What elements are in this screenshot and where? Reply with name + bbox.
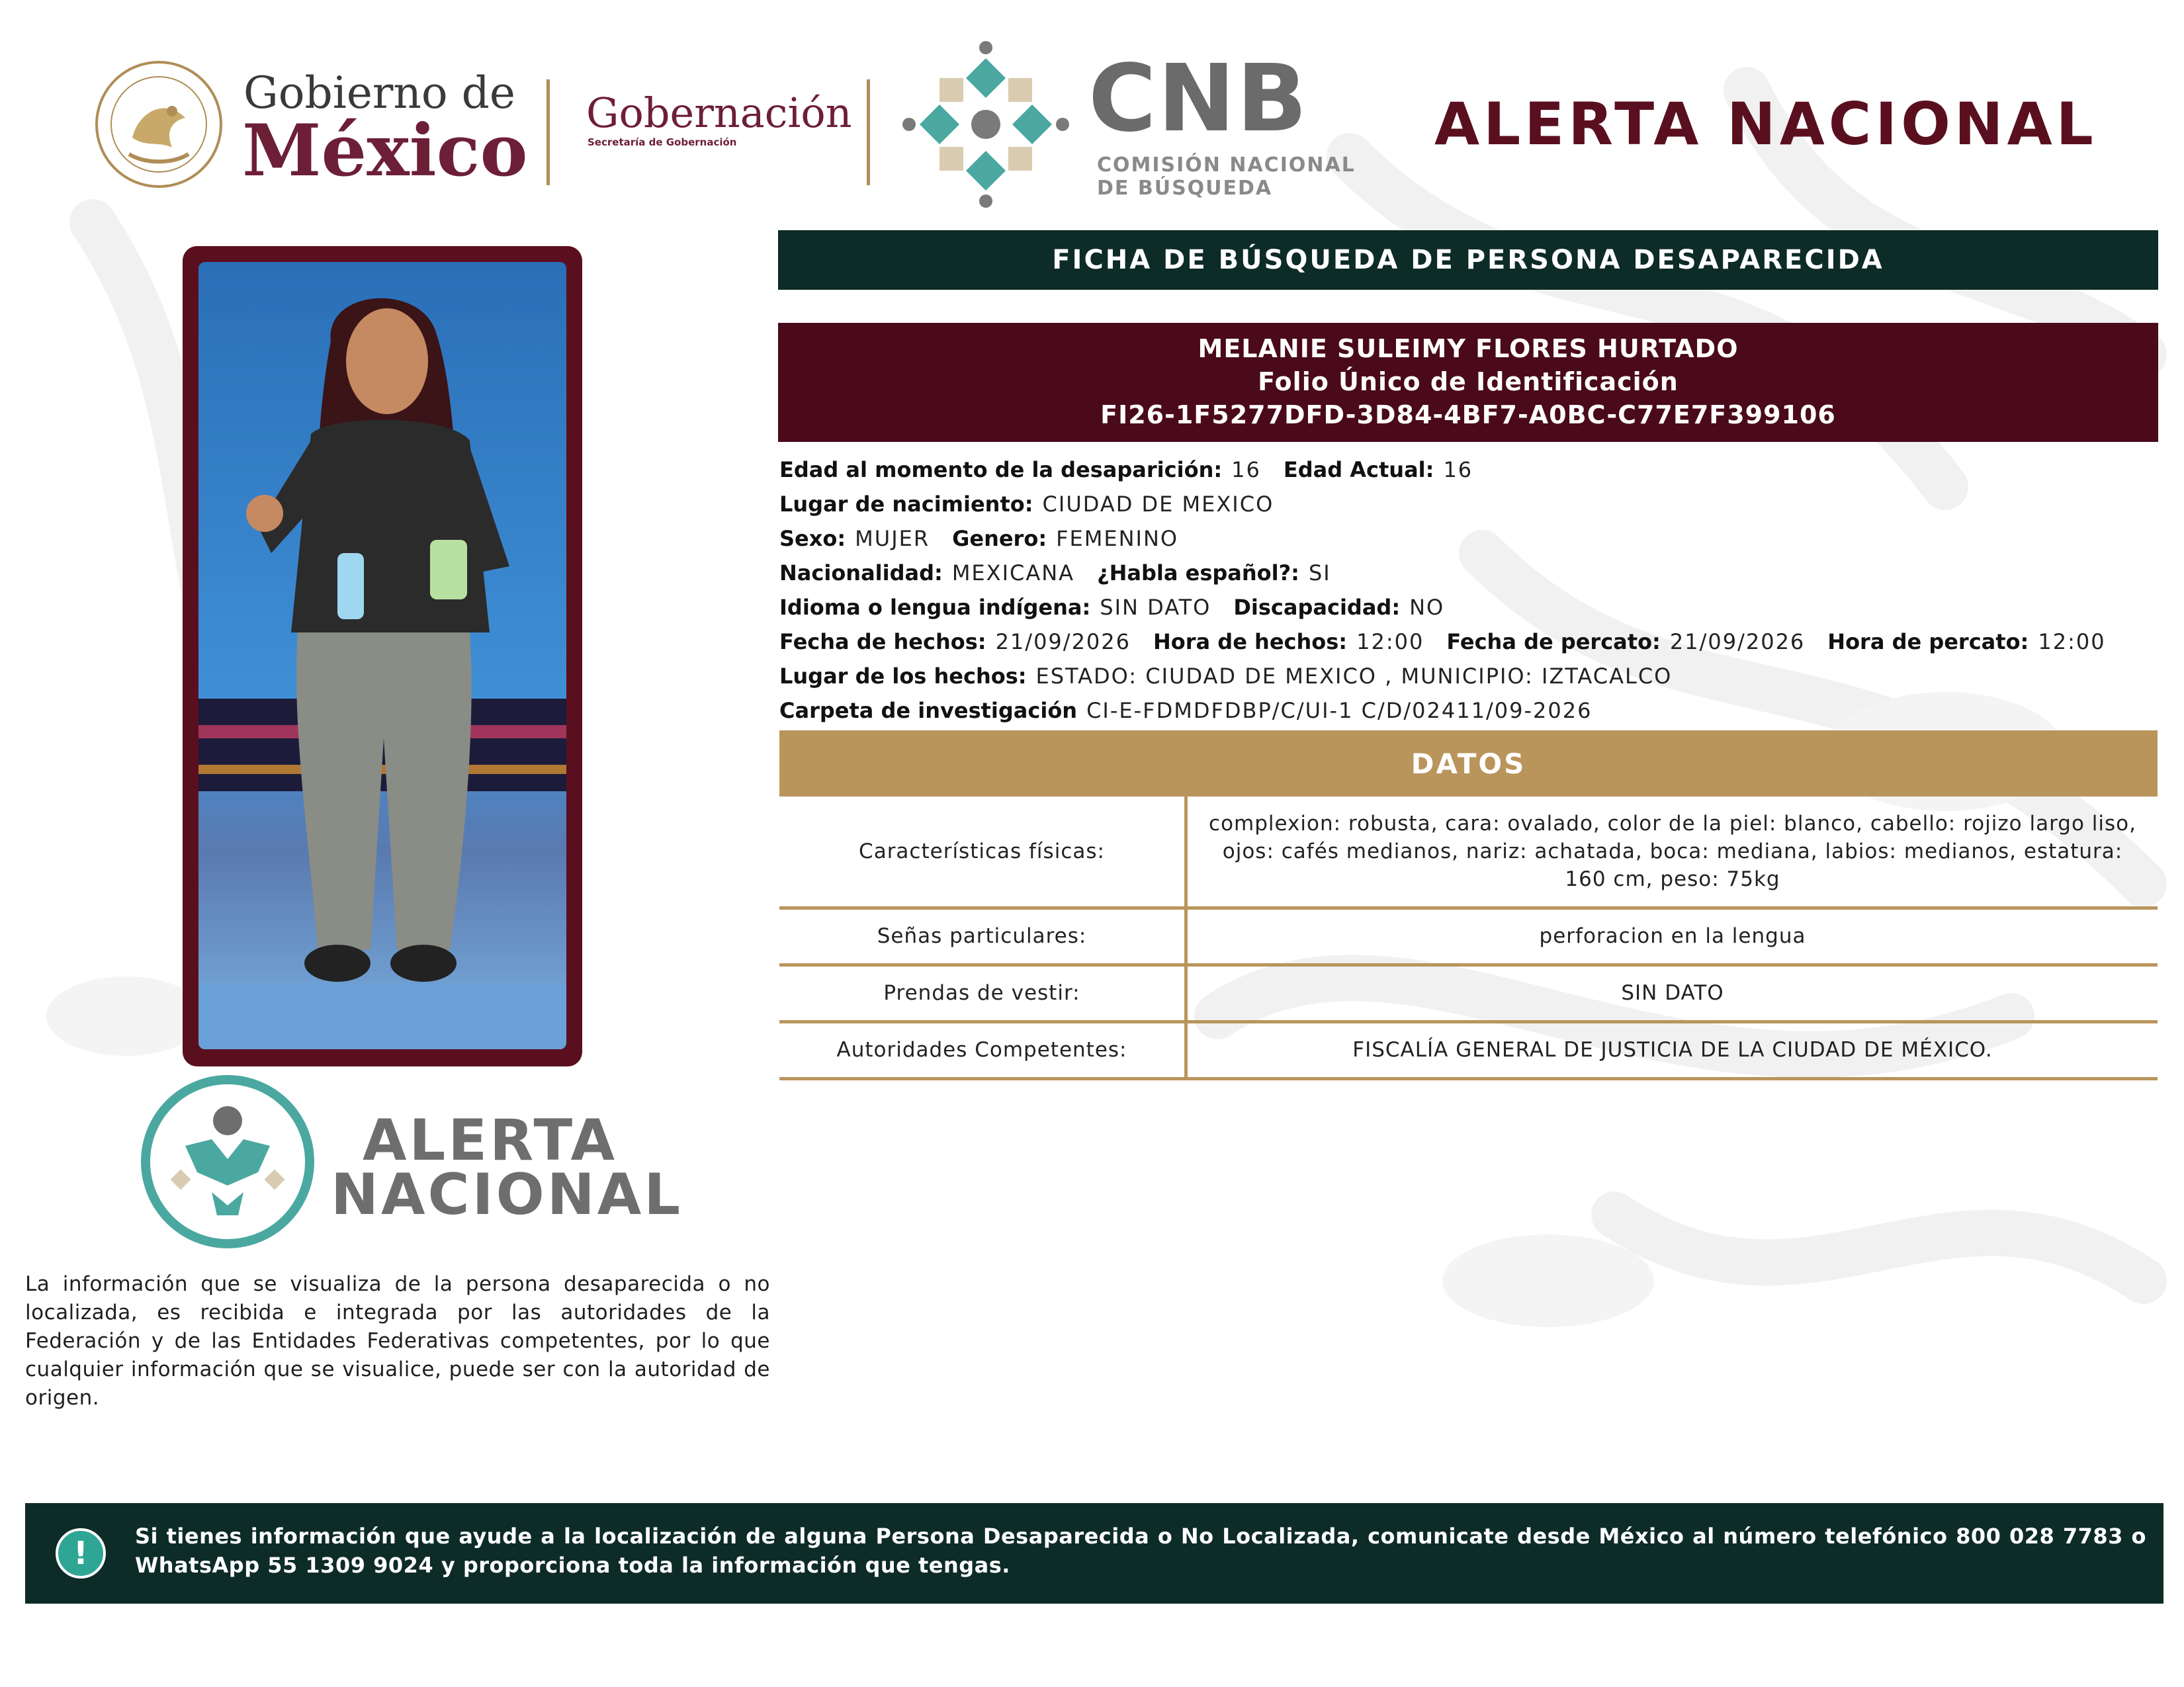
field-value: 21/09/2026 — [1669, 629, 1806, 654]
gobernacion-text: Gobernación — [586, 89, 852, 137]
secretaria-subtitle: Secretaría de Gobernación — [588, 136, 737, 148]
datos-label: Señas particulares: — [779, 908, 1186, 965]
field-value: FEMENINO — [1056, 526, 1179, 551]
field-row-edad — [779, 455, 1495, 484]
field-row-nacimiento — [779, 490, 1296, 519]
alerta-nacional-logo-icon — [139, 1073, 316, 1250]
datos-label: Autoridades Competentes: — [779, 1021, 1186, 1078]
field-value: CIUDAD DE MEXICO — [1042, 492, 1274, 517]
datos-label: Características físicas: — [779, 797, 1186, 908]
person-photo — [198, 262, 566, 1049]
field-row-carpeta — [779, 696, 1614, 725]
cnb-logo-icon — [900, 38, 1072, 210]
field-value: CI-E-FDMDFDBP/C/UI-1 C/D/02411/09-2026 — [1086, 698, 1593, 723]
field-label: Idioma o lengua indígena: — [779, 595, 1091, 620]
gobierno-de-text: Gobierno de — [243, 67, 515, 118]
field-row-fechas — [779, 627, 2128, 656]
folio-value: FI26-1F5277DFD-3D84-4BF7-A0BC-C77E7F399106 — [1100, 400, 1836, 429]
mexico-seal-icon — [93, 58, 225, 191]
field-row-idioma — [779, 593, 1467, 622]
field-value: MEXICANA — [951, 560, 1075, 585]
datos-title: DATOS — [1411, 747, 1526, 780]
table-row — [779, 1021, 2158, 1078]
field-value: NO — [1409, 595, 1445, 620]
ficha-title-bar — [778, 230, 2158, 290]
datos-value: complexion: robusta, cara: ovalado, color de la piel: blanco, cabello: rojizo largo liso, ojos: cafés medianos, nariz: achatada, boca: mediana, labios: medianos, estatura: 160 cm, peso: 75kg — [1186, 797, 2158, 908]
contact-text: Si tienes información que ayude a la localización de alguna Persona Desaparecida o No Localizada, comunicate desde México al número telefónico 800 028 7783 o WhatsApp 55 1309 9024 y proporciona toda la información que tengas. — [135, 1524, 2146, 1578]
datos-table — [779, 797, 2158, 1080]
field-value: ESTADO: CIUDAD DE MEXICO , MUNICIPIO: IZTACALCO — [1035, 664, 1673, 689]
field-label: Lugar de nacimiento: — [779, 492, 1033, 517]
person-name: MELANIE SULEIMY FLORES HURTADO — [1198, 334, 1739, 363]
field-label: Edad Actual: — [1283, 457, 1434, 482]
ficha-title: FICHA DE BÚSQUEDA DE PERSONA DESAPARECIDA — [1052, 245, 1884, 275]
header-divider — [867, 79, 870, 185]
field-label: Discapacidad: — [1233, 595, 1401, 620]
field-value: MUJER — [855, 526, 930, 551]
field-value: 16 — [1231, 457, 1261, 482]
field-label: Hora de hechos: — [1153, 629, 1348, 654]
mexico-text: México — [242, 109, 528, 193]
table-row — [779, 908, 2158, 965]
field-value: SI — [1308, 560, 1331, 585]
field-value: 21/09/2026 — [995, 629, 1131, 654]
header-divider — [546, 79, 550, 185]
table-row — [779, 797, 2158, 908]
cnb-acronym: CNB — [1088, 45, 1309, 153]
alert-icon: ! — [56, 1528, 106, 1579]
alert-title: ALERTA NACIONAL — [1434, 90, 2097, 158]
field-row-lugar-hechos — [779, 662, 1694, 691]
table-row — [779, 965, 2158, 1021]
field-label: Genero: — [952, 526, 1047, 551]
field-label: Hora de percato: — [1827, 629, 2029, 654]
cnb-name-line1: COMISIÓN NACIONAL — [1097, 153, 1356, 177]
field-label: Lugar de los hechos: — [779, 664, 1027, 689]
field-value: 12:00 — [2038, 629, 2106, 654]
alerta-logo-line1: ALERTA — [363, 1107, 618, 1174]
field-value: 12:00 — [1356, 629, 1424, 654]
person-header-box — [778, 323, 2158, 442]
datos-value: FISCALÍA GENERAL DE JUSTICIA DE LA CIUDAD DE MÉXICO. — [1186, 1021, 2158, 1078]
field-value: 16 — [1443, 457, 1473, 482]
field-label: Carpeta de investigación — [779, 698, 1078, 723]
field-label: Edad al momento de la desaparición: — [779, 457, 1223, 482]
field-label: Fecha de percato: — [1446, 629, 1661, 654]
field-row-nacionalidad — [779, 558, 1354, 587]
field-label: Fecha de hechos: — [779, 629, 986, 654]
folio-label: Folio Único de Identificación — [1258, 367, 1679, 396]
datos-value: SIN DATO — [1186, 965, 2158, 1021]
field-label: Sexo: — [779, 526, 846, 551]
datos-label: Prendas de vestir: — [779, 965, 1186, 1021]
disclaimer-text: La información que se visualiza de la persona desaparecida o no localizada, es recibida e integrada por las autoridades de la Federación y de las Entidades Federativas competentes, por lo que cualquier información que se visualice, puede ser con la autoridad de origen. — [25, 1272, 770, 1410]
alerta-logo-line2: NACIONAL — [331, 1162, 683, 1228]
cnb-name-line2: DE BÚSQUEDA — [1097, 177, 1273, 200]
datos-title-bar — [779, 730, 2158, 797]
field-label: ¿Habla español?: — [1097, 560, 1299, 585]
field-label: Nacionalidad: — [779, 560, 943, 585]
field-row-sexo — [779, 524, 1201, 553]
field-value: SIN DATO — [1100, 595, 1211, 620]
datos-value: perforacion en la lengua — [1186, 908, 2158, 965]
